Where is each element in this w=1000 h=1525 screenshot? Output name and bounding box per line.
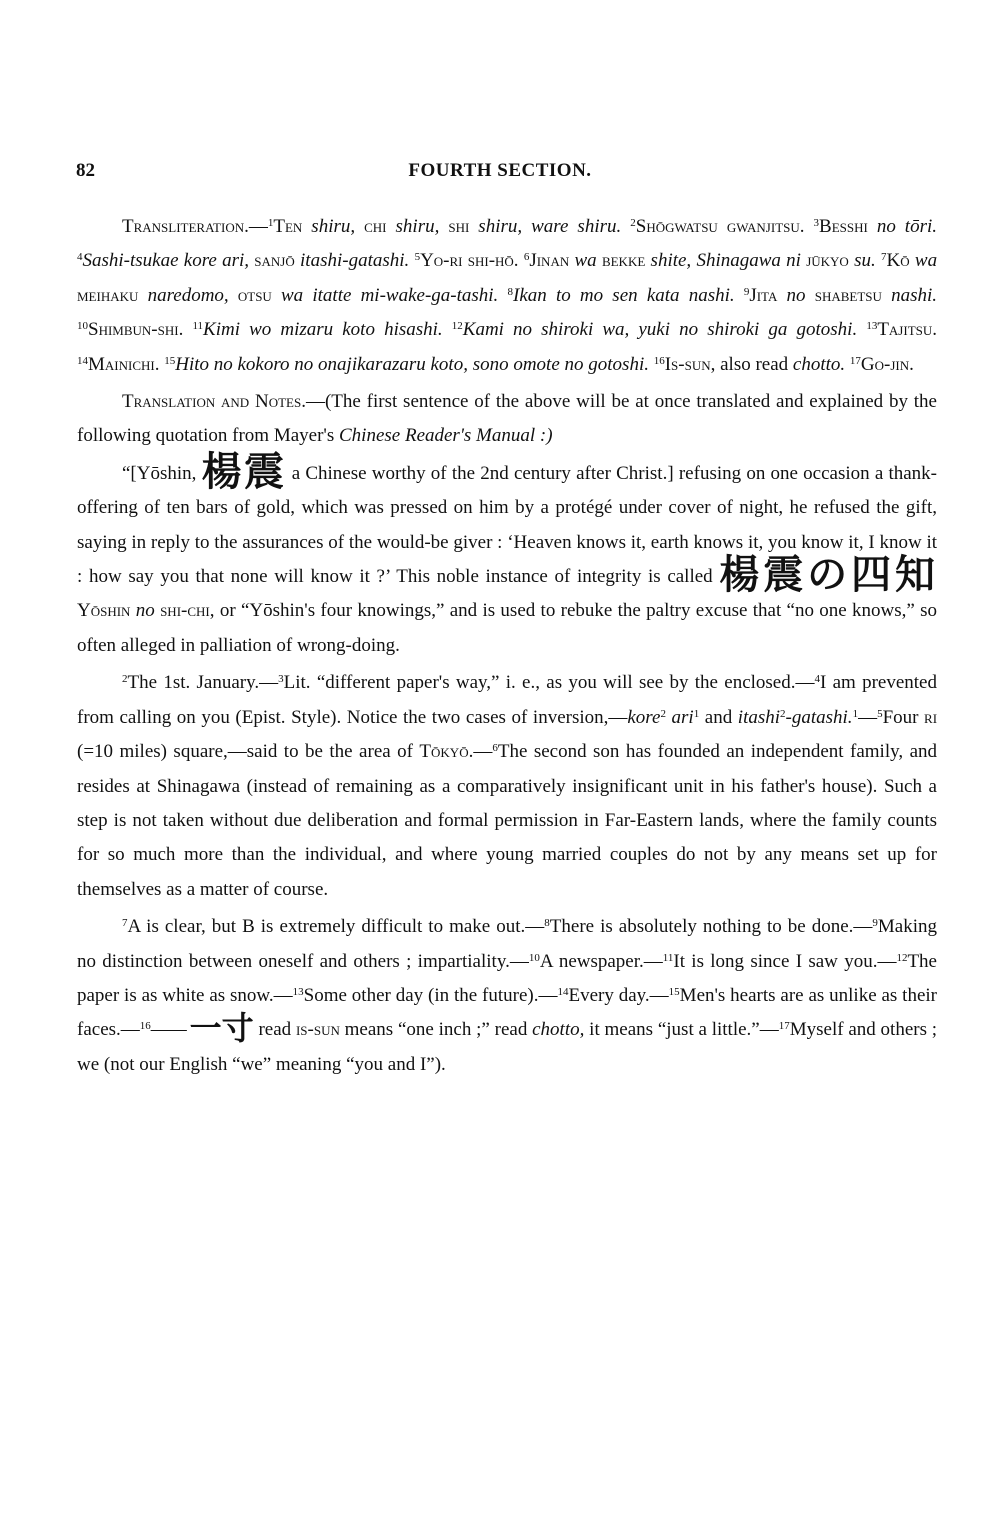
running-head: FOURTH SECTION. <box>408 160 592 181</box>
page-number: 82 <box>76 160 95 181</box>
kanji-yoshin-no-shichi: 楊震の四知 <box>719 552 938 599</box>
kanji-yoshin: 楊震 <box>201 448 287 495</box>
page-body <box>77 210 937 1085</box>
quotation-paragraph: “[Yōshin, 楊震 a Chinese worthy of the 2nd century after Christ.] refusing on one occasion a thank-offering of ten bars of gold, which was pressed on him by a protégé under cover of night, he refused the gift, saying in reply to the assurances of the would-be giver : ‘Heaven knows it, earth knows it, you know it, I know it : how say you that none will know it ?’ This noble instance of integrity is called 楊震の四知 Yōshin no shi-chi, or “Yōshin's four knowings,” and is used to rebuke the paltry excuse that “no one knows,” so often alleged in palliation of wrong-doing. <box>77 448 938 656</box>
notes-paragraph-2: $^2$The 1st. January.—$^3$Lit. “different paper's way,” i. e., as you will see by the enclosed.—$^4$I am prevented from calling on you (Epist. Style). Notice the two cases of inversion,—kore$^2$ ari$^1$ and itashi$^2$-gatashi.$^1$—$^5$Four ri (=10 miles) square,—said to be the area of Tōkyō.—$^6$The second son has founded an independent family, and resides at Shinagawa (instead of remaining as a comparatively insignificant unit in his father's house). Such a step is not taken without due deliberation and formal permission in Far-Eastern lands, where the family counts for so much more than the individual, and where young married couples do not by any means set up for themselves as a matter of course. <box>77 672 938 900</box>
arrow-dash: —— <box>150 1019 185 1041</box>
kanji-issun: 一寸 <box>189 1009 254 1048</box>
notes-paragraph-3: $^7$A is clear, but B is extremely difficult to make out.—$^8$There is absolutely nothing to be done.—$^9$Making no distinction between oneself and others ; impartiality.—$^{10}$A newspaper.—$^{11}$It is long since I saw you.—$^{12}$The paper is as white as snow.—$^{13}$Some other day (in the future).—$^{14}$Every day.—$^{15}$Men's hearts are as unlike as their faces.—$^{16}$—— 一寸 read is-sun means “one inch ;” read chotto, it means “just a little.”—$^{17}$Myself and others ; we (not our English “we” meaning “you and I”). <box>77 916 938 1075</box>
notes-intro-paragraph: Translation and Notes.—(The first sentence of the above will be at once translated and explained by the following quotation from Mayer's Chinese Reader's Manual :) <box>77 391 937 447</box>
transliteration-paragraph: Transliteration.—$^1$Ten shiru, chi shiru, shi shiru, ware shiru. $^2$Shōgwatsu gwanjitsu. $^3$Besshi no tōri. $^4$Sashi-tsukae kore ari, sanjō itashi-gatashi. $^5$Yo-ri shi-hō. $^6$Jinan wa bekke shite, Shinagawa ni jūkyo su. $^7$Kō wa meihaku naredomo, otsu wa itatte mi-wake-ga-tashi. $^8$Ikan to mo sen kata nashi. $^9$Jita no shabetsu nashi. $^{10}$Shimbun-shi. $^{11}$Kimi wo mizaru koto hisashi. $^{12}$Kami no shiroki wa, yuki no shiroki ga gotoshi. $^{13}$Tajitsu. $^{14}$Mainichi. $^{15}$Hito no kokoro no onajikarazaru koto, sono omote no gotoshi. $^{16}$Is-sun, also read chotto. $^{17}$Go-jin. <box>77 216 938 375</box>
notes-heading: Translation and Notes. <box>122 391 306 413</box>
transliteration-heading: Transliteration. <box>122 216 249 237</box>
